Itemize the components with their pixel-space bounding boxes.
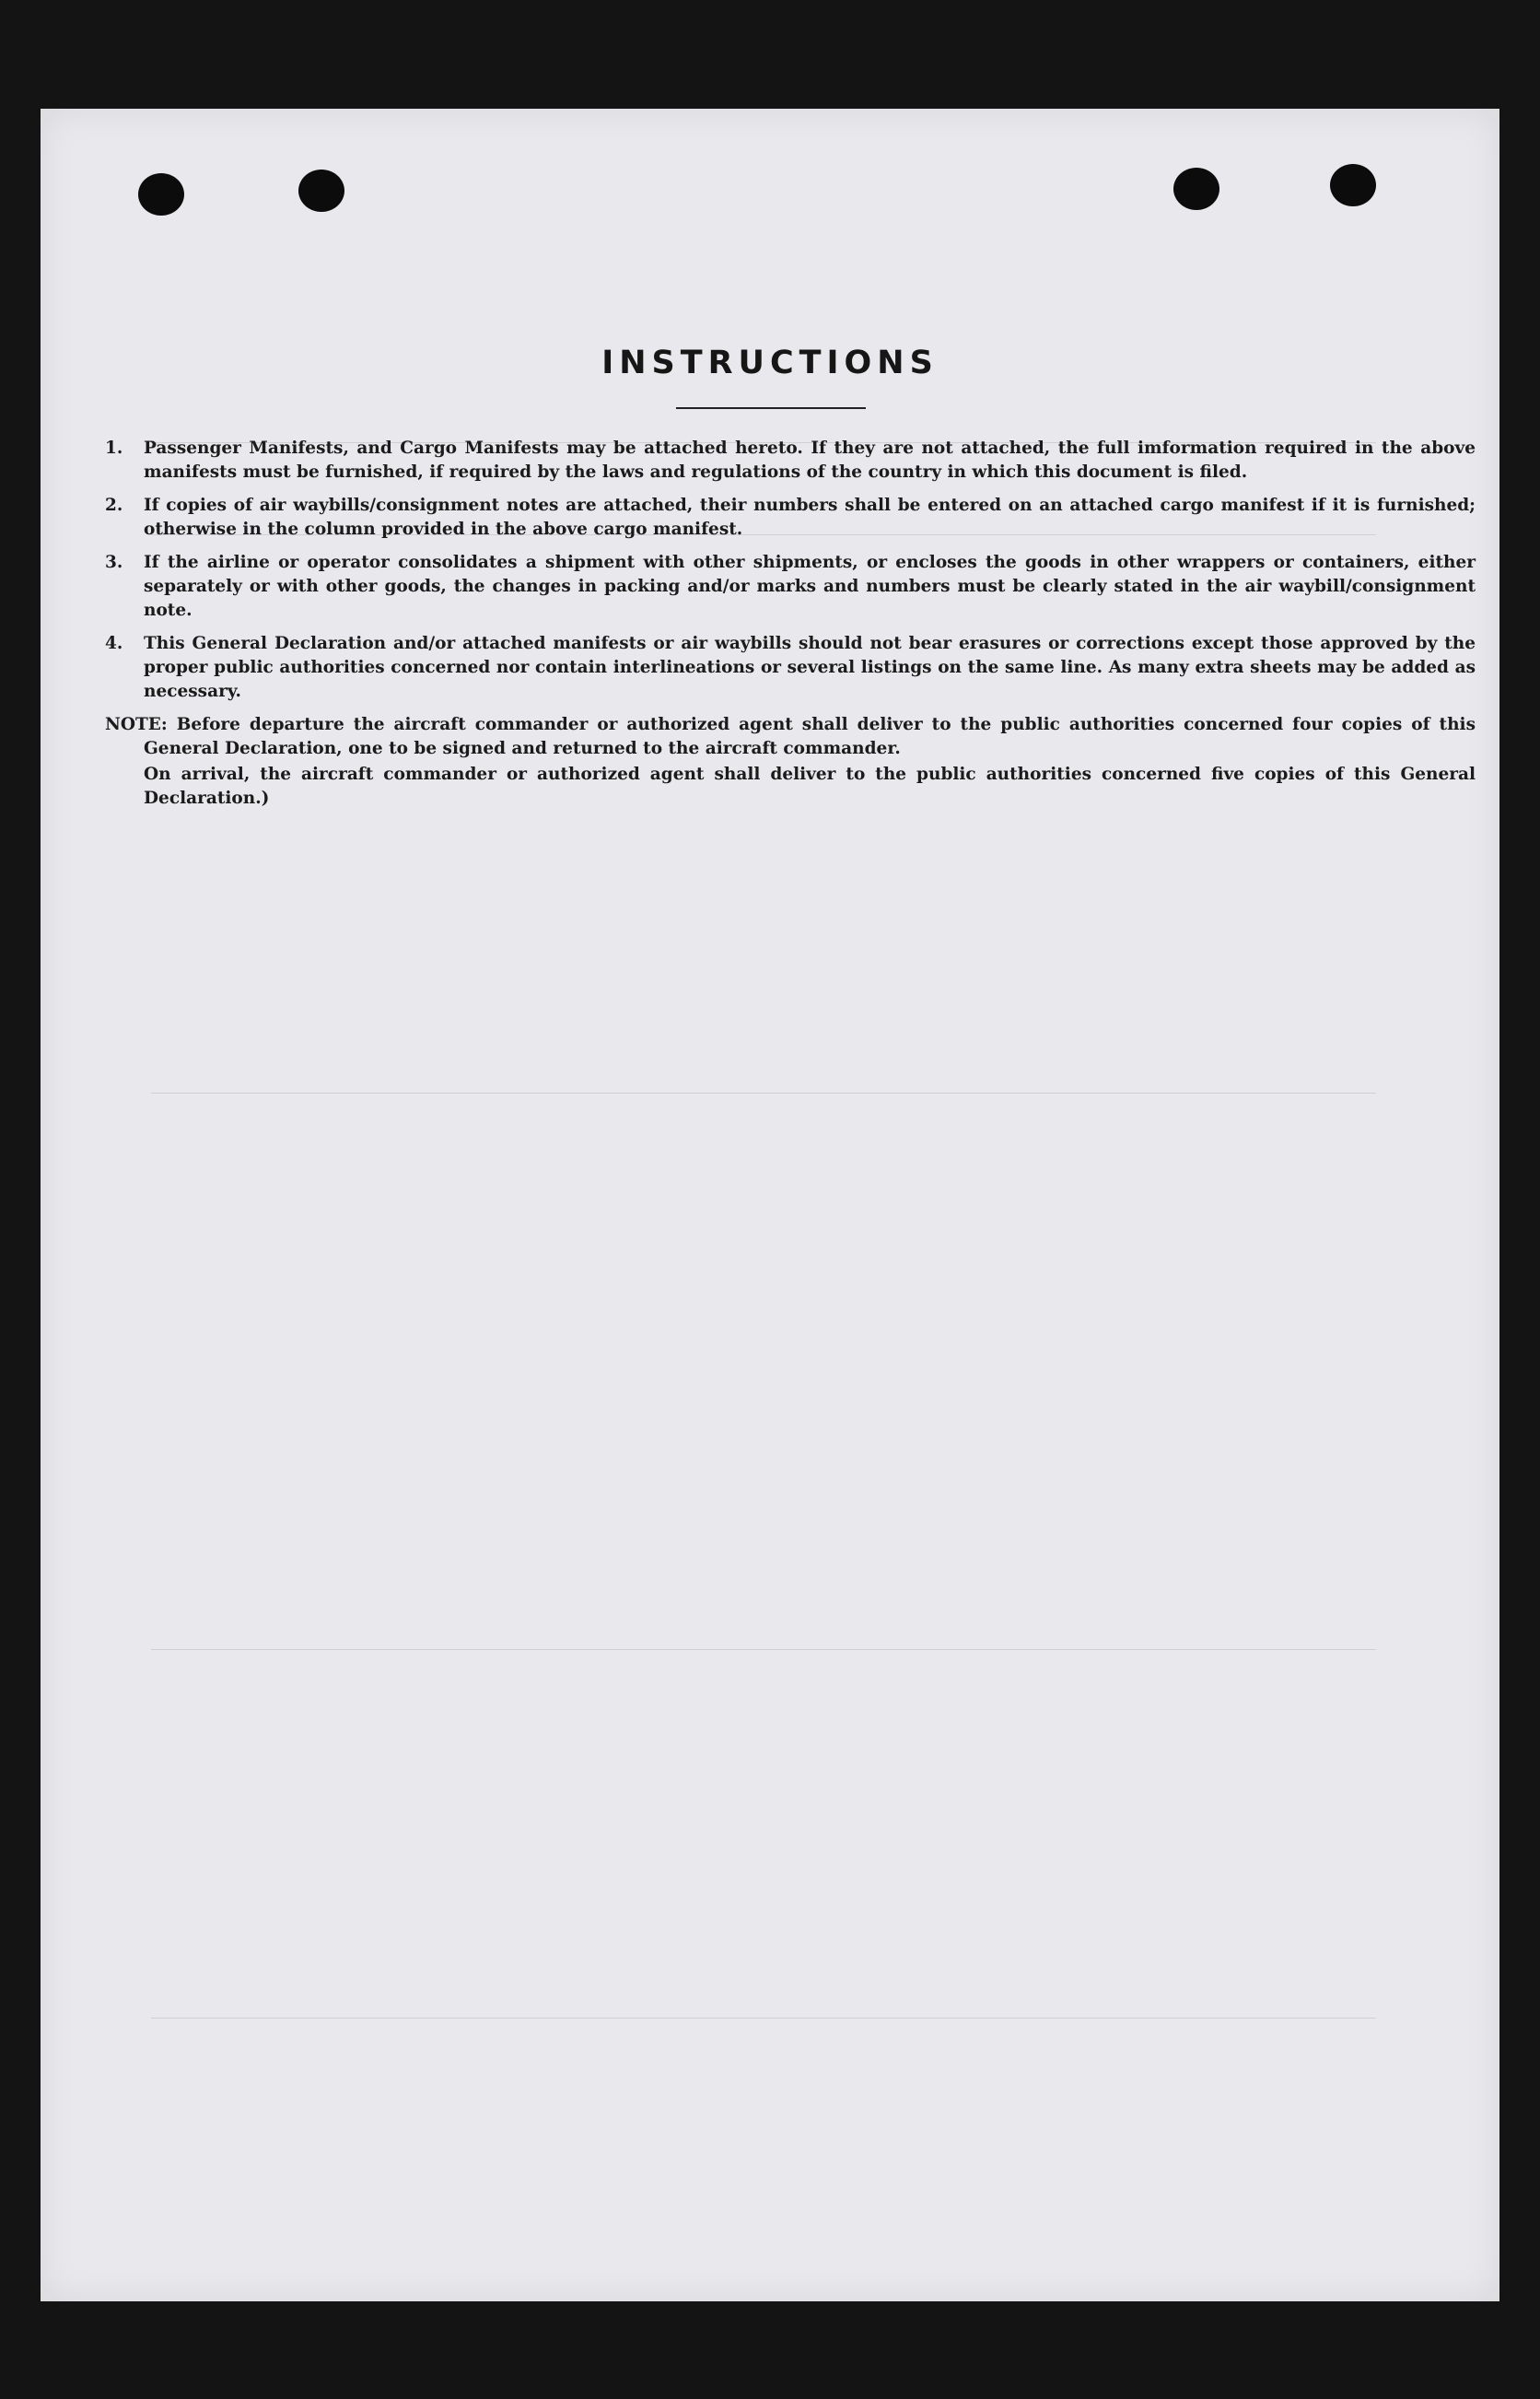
instruction-number: 3. — [105, 553, 123, 572]
title-underline — [676, 407, 866, 409]
instruction-item — [105, 437, 1476, 485]
instruction-number: 2. — [105, 496, 123, 515]
bleed-through-rule — [151, 1093, 1376, 1094]
bleed-through-rule — [151, 2018, 1376, 2019]
bleed-through-rule — [151, 1649, 1376, 1650]
punch-hole — [138, 173, 184, 216]
instruction-number: 4. — [105, 634, 123, 653]
instructions-list — [105, 437, 1476, 811]
instruction-text: If copies of air waybills/consignment notes are attached, their numbers shall be entered on an attached cargo manifest if it is furnished; otherwise in the column provided in the above cargo manifest. — [144, 496, 1476, 539]
note-departure — [105, 713, 1476, 761]
instruction-item — [105, 551, 1476, 623]
instructions-title: INSTRUCTIONS — [601, 345, 939, 381]
punch-hole — [1330, 164, 1376, 206]
punch-hole — [1173, 168, 1219, 210]
document-page — [41, 109, 1499, 2301]
note-departure-text: Before departure the aircraft commander or authorized agent shall deliver to the public authorities concerned four copies of this General Declaration, one to be signed and returned to the aircraft commander. — [144, 715, 1476, 758]
punch-hole — [298, 170, 344, 212]
instruction-text: This General Declaration and/or attached manifests or air waybills should not bear erasures or corrections except those approved by the proper public authorities concerned nor contain interlineations or several listings on the same line. As many extra sheets may be added as necessary. — [144, 634, 1476, 701]
note-label: NOTE: — [105, 715, 168, 734]
instruction-item — [105, 494, 1476, 542]
note-arrival-text: On arrival, the aircraft commander or authorized agent shall deliver to the public authorities concerned five copies of this General Declaration.) — [144, 765, 1476, 808]
instruction-item — [105, 632, 1476, 704]
instruction-number: 1. — [105, 439, 123, 458]
instruction-text: If the airline or operator consolidates a shipment with other shipments, or encloses the goods in other wrappers or containers, either separately or with other goods, the changes in packing and/or marks and numbers must be clearly stated in the air waybill/consignment note. — [144, 553, 1476, 620]
instruction-text: Passenger Manifests, and Cargo Manifests may be attached hereto. If they are not attached, the full imformation required in the above manifests must be furnished, if required by the laws and regulations of the country in which this document is filed. — [144, 439, 1476, 482]
